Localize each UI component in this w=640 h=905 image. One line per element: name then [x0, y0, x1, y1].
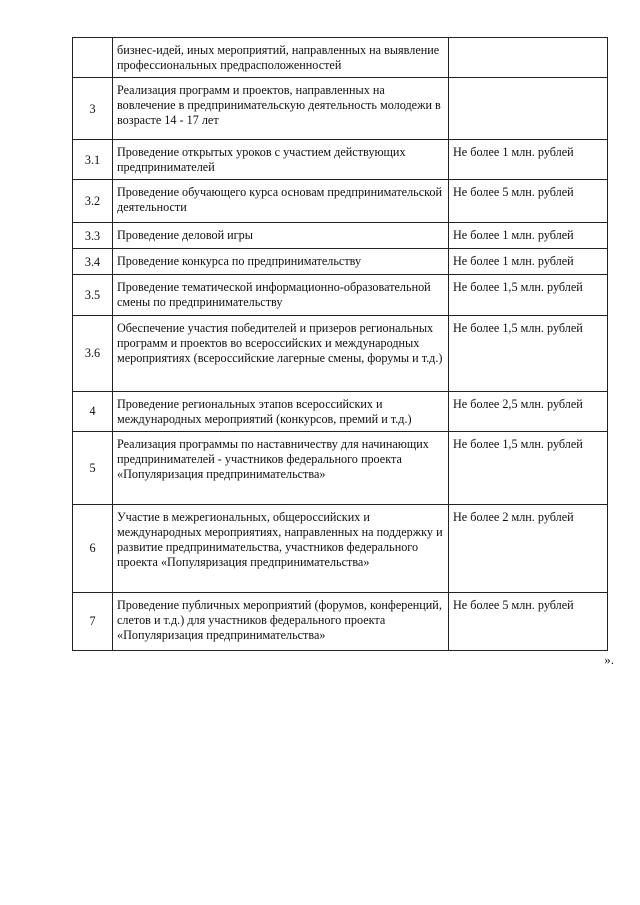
row-number: 4 — [73, 391, 113, 431]
row-number: 3.3 — [73, 223, 113, 249]
row-number: 7 — [73, 592, 113, 650]
table-row — [73, 275, 608, 315]
row-description: Проведение конкурса по предпринимательству — [113, 249, 449, 275]
table-row — [73, 223, 608, 249]
row-description: Обеспечение участия победителей и призеров региональных программ и проектов во всероссийских и международных мероприятиях (всероссийские лагерные смены, форумы и т.д.) — [113, 315, 449, 391]
row-amount: Не более 1 млн. рублей — [449, 249, 608, 275]
row-number: 5 — [73, 431, 113, 504]
row-amount: Не более 5 млн. рублей — [449, 180, 608, 223]
row-number: 3 — [73, 78, 113, 140]
row-description: Участие в межрегиональных, общероссийских и международных мероприятиях, направленных на поддержку и развитие предпринимательства, участников федерального проекта «Популяризация предпринимательства» — [113, 504, 449, 592]
row-number: 6 — [73, 504, 113, 592]
row-amount — [449, 78, 608, 140]
row-amount: Не более 1,5 млн. рублей — [449, 275, 608, 315]
table-row — [73, 38, 608, 78]
table-row — [73, 78, 608, 140]
row-description: Проведение региональных этапов всероссийских и международных мероприятий (конкурсов, премий и т.д.) — [113, 391, 449, 431]
row-description: бизнес-идей, иных мероприятий, направленных на выявление профессиональных предрасположенностей — [113, 38, 449, 78]
row-amount: Не более 1,5 млн. рублей — [449, 315, 608, 391]
row-number: 3.6 — [73, 315, 113, 391]
row-amount: Не более 5 млн. рублей — [449, 592, 608, 650]
table-row — [73, 504, 608, 592]
row-amount: Не более 1,5 млн. рублей — [449, 431, 608, 504]
row-number — [73, 38, 113, 78]
row-description: Реализация программы по наставничеству для начинающих предпринимателей - участников федерального проекта «Популяризация предпринимательства» — [113, 431, 449, 504]
closing-quote-mark: ». — [604, 652, 614, 667]
row-number: 3.1 — [73, 140, 113, 180]
table-row — [73, 592, 608, 650]
row-description: Реализация программ и проектов, направленных на вовлечение в предпринимательскую деятельность молодежи в возрасте 14 - 17 лет — [113, 78, 449, 140]
table-row — [73, 315, 608, 391]
row-description: Проведение тематической информационно-образовательной смены по предпринимательству — [113, 275, 449, 315]
row-amount: Не более 1 млн. рублей — [449, 223, 608, 249]
table-row — [73, 249, 608, 275]
row-number: 3.2 — [73, 180, 113, 223]
table-row — [73, 180, 608, 223]
row-description: Проведение обучающего курса основам предпринимательской деятельности — [113, 180, 449, 223]
table-row — [73, 391, 608, 431]
table-row — [73, 140, 608, 180]
row-description: Проведение публичных мероприятий (форумов, конференций, слетов и т.д.) для участников федерального проекта «Популяризация предпринимательства» — [113, 592, 449, 650]
row-number: 3.4 — [73, 249, 113, 275]
row-description: Проведение деловой игры — [113, 223, 449, 249]
row-amount: Не более 2,5 млн. рублей — [449, 391, 608, 431]
row-number: 3.5 — [73, 275, 113, 315]
row-amount: Не более 1 млн. рублей — [449, 140, 608, 180]
measures-table — [72, 37, 608, 651]
row-amount — [449, 38, 608, 78]
row-amount: Не более 2 млн. рублей — [449, 504, 608, 592]
row-description: Проведение открытых уроков с участием действующих предпринимателей — [113, 140, 449, 180]
table-row — [73, 431, 608, 504]
